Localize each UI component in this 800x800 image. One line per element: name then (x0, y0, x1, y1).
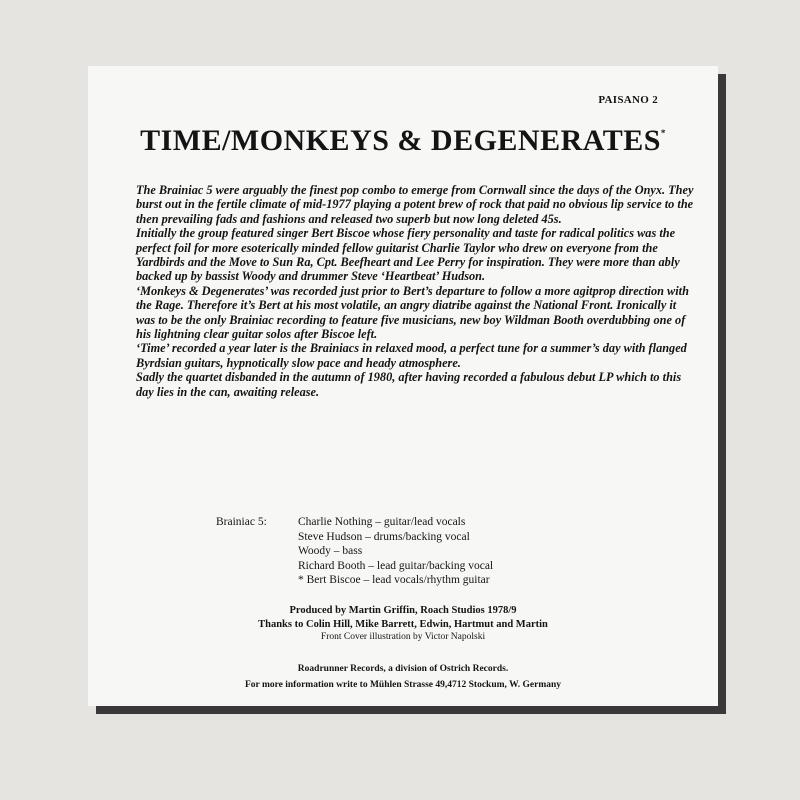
member-list (298, 515, 493, 588)
notes-paragraph: ‘Time’ recorded a year later is the Brainiacs in relaxed mood, a perfect tune for a summer’s day with flanged Byrdsian guitars, hypnotically slow pace and heady atmosphere. (136, 341, 687, 370)
notes-paragraph: The Brainiac 5 were arguably the finest pop combo to emerge from Cornwall since the days of the Onyx. They burst out in the fertile climate of mid-1977 playing a potent brew of rock that paid no obvious lip service to the then prevailing fads and fashions and released two superb but now long deleted 45s. (136, 183, 694, 226)
catalog-number: PAISANO 2 (598, 94, 658, 106)
member-item: Richard Booth – lead guitar/backing vocal (298, 559, 494, 572)
member-item: Woody – bass (298, 545, 363, 558)
thanks-credit: Thanks to Colin Hill, Mike Barrett, Edwin, Hartmut and Martin (258, 618, 548, 630)
member-item: Charlie Nothing – guitar/lead vocals (298, 516, 466, 528)
production-credits (88, 604, 718, 645)
producer-credit: Produced by Martin Griffin, Roach Studios 1978/9 (289, 605, 517, 616)
notes-paragraph: Initially the group featured singer Bert Biscoe whose fiery personality and taste for radical politics was the perfect foil for more esoterically minded fellow guitarist Charlie Taylor who drew on everyone from the Yardbirds and the Move to Sun Ra, Cpt. Beefheart and Lee Perry for inspiration. They were more than ably backed up by bassist Woody and drummer Steve ‘Heartbeat’ Hudson. (136, 226, 680, 284)
label-info (88, 661, 718, 693)
title-text: TIME/MONKEYS & DEGENERATES (140, 124, 661, 157)
label-company: Roadrunner Records, a division of Ostrich Records. (297, 664, 509, 674)
cover-credit: Front Cover illustration by Victor Napolski (320, 632, 486, 642)
record-sleeve-back (88, 66, 718, 706)
notes-paragraph: Sadly the quartet disbanded in the autumn of 1980, after having recorded a fabulous debut LP which to this day lies in the can, awaiting release. (136, 370, 682, 399)
title-mark: * (660, 128, 666, 138)
notes-paragraph: ‘Monkeys & Degenerates’ was recorded just prior to Bert’s departure to follow a more agitprop direction with the Rage. Therefore it’s Bert at his most volatile, an angry diatribe against the National Front. Ironically it was to be the only Brainiac recording to feature five musicians, new boy Wildman Booth overdubbing one of his lightning clear guitar solos after Biscoe left. (136, 283, 689, 342)
member-item: * Bert Biscoe – lead vocals/rhythm guitar (298, 574, 490, 587)
label-address: For more information write to Mühlen Strasse 49,4712 Stockum, W. Germany (244, 680, 562, 690)
record-title (88, 124, 718, 158)
member-item: Steve Hudson – drums/backing vocal (298, 530, 470, 543)
liner-notes (136, 183, 696, 399)
lineup-label: Brainiac 5: (216, 516, 267, 528)
